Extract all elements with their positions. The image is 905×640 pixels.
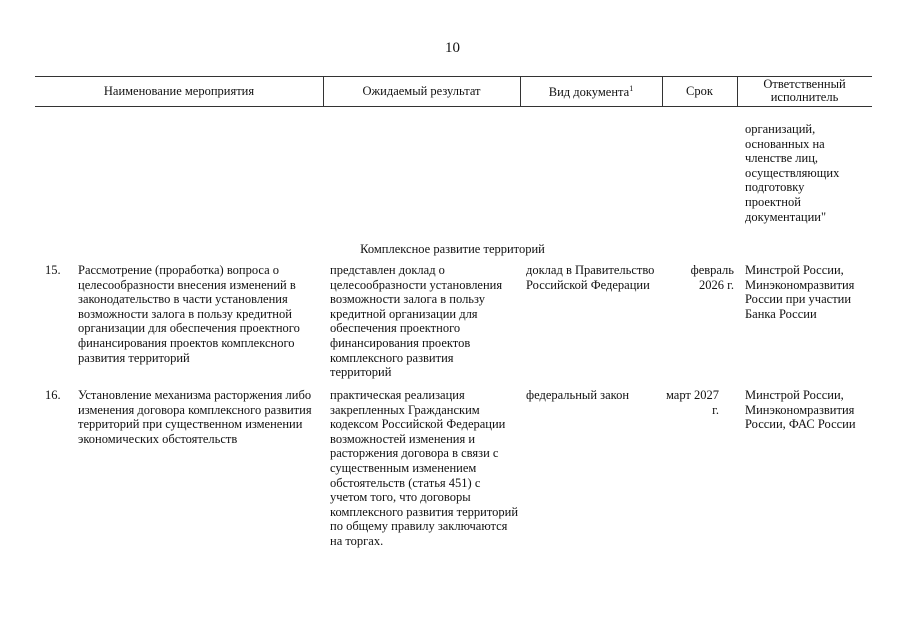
row-term: февраль 2026 г. [690, 263, 734, 292]
row-executor: Минстрой России, Минэкономразвития России, ФАС России [745, 388, 856, 432]
row-result: представлен доклад о целесообразности установления возможности залога в пользу кредитной организации для обеспечения проектного финансирования проектов комплексного развития территорий [330, 263, 503, 380]
row-doc-type: федеральный закон [526, 388, 630, 402]
column-header-name: Наименование мероприятия [103, 83, 255, 98]
row-doc-type: доклад в Правительство Российской Федерации [526, 263, 655, 292]
row-name: Рассмотрение (проработка) вопроса о целесообразности внесения изменений в законодательство в части установления возможности залога в пользу кредитной организации для обеспечения проектного финансирования проектов комплексного развития территорий [78, 263, 300, 365]
row-term: март 2027 г. [665, 388, 719, 417]
column-header-doc-type: Вид документа$^1$ [548, 84, 634, 100]
continuation-executor: организаций, основанных на членстве лиц, осуществляющих подготовку проектной документации" [745, 122, 840, 224]
row-executor: Минстрой России, Минэкономразвития России при участии Банка России [745, 263, 855, 321]
column-header-result: Ожидаемый результат [362, 83, 481, 98]
section-title: Комплексное развитие территорий [360, 242, 545, 256]
footnote-marker: 1 [629, 84, 634, 94]
table-header-bottom-rule [35, 106, 872, 107]
page-number: 10 [445, 40, 460, 56]
column-header-term: Срок [686, 83, 713, 98]
row-result: практическая реализация закрепленных Гражданским кодексом Российской Федерации возможностей изменения и расторжения договора в связи с существенным изменением обстоятельств (статья 451) с учетом того, что договоры комплексного развития территорий по общему правилу заключаются на торгах. [330, 388, 519, 548]
column-header-executor: Ответственный исполнитель [763, 77, 846, 104]
row-number: 16. [45, 388, 61, 402]
row-name: Установление механизма расторжения либо изменения договора комплексного развития территорий при существенном изменении экономических обстоятельств [78, 388, 312, 446]
row-number: 15. [45, 263, 61, 277]
